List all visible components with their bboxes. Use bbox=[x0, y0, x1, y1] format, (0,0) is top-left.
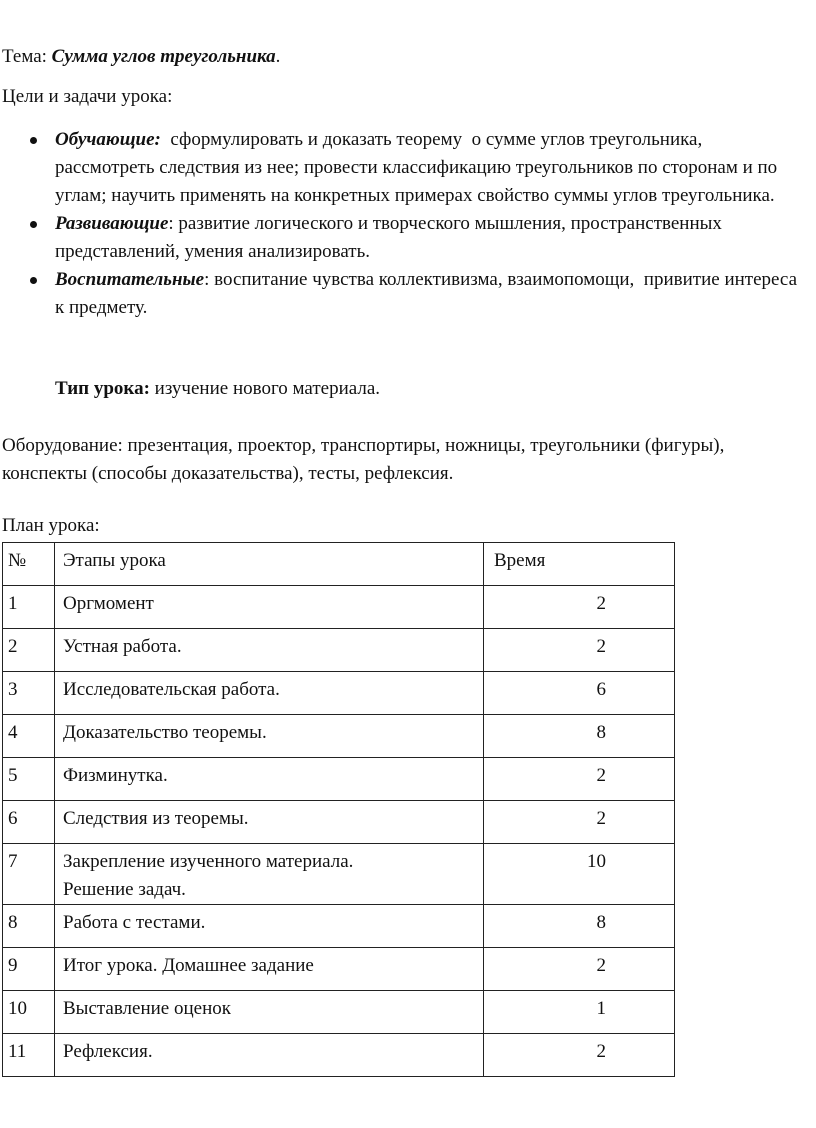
goals-list bbox=[0, 126, 800, 322]
row-time: 2 bbox=[484, 629, 675, 672]
row-time: 6 bbox=[484, 672, 675, 715]
row-stage: Закрепление изученного материала. Решение задач. bbox=[55, 844, 484, 905]
topic-value: Сумма углов треугольника bbox=[51, 46, 276, 67]
row-time: 2 bbox=[484, 948, 675, 991]
row-stage: Доказательство теоремы. bbox=[55, 715, 484, 758]
table-row bbox=[3, 801, 675, 844]
table-row bbox=[3, 629, 675, 672]
goal-text: : воспитание чувства коллективизма, взаимопомощи, привитие интереса к предмету. bbox=[55, 269, 802, 318]
row-time: 2 bbox=[484, 758, 675, 801]
goal-item bbox=[0, 126, 800, 210]
table-row bbox=[3, 905, 675, 948]
row-time: 10 bbox=[484, 844, 675, 905]
lesson-plan-table bbox=[2, 542, 675, 1077]
row-stage: Физминутка. bbox=[55, 758, 484, 801]
goal-title: Воспитательные bbox=[55, 269, 205, 290]
row-time: 8 bbox=[484, 715, 675, 758]
row-number: 9 bbox=[3, 948, 55, 991]
goal-text: сформулировать и доказать теорему о сумме углов треугольника, рассмотреть следствия из нее; провести классификацию треугольников по сторонам и по углам; научить применять на конкретных примерах свойство суммы углов треугольника. bbox=[55, 129, 782, 206]
row-time: 8 bbox=[484, 905, 675, 948]
row-number: 11 bbox=[3, 1034, 55, 1077]
table-header-row bbox=[3, 543, 675, 586]
row-time: 2 bbox=[484, 586, 675, 629]
table-row bbox=[3, 844, 675, 905]
row-number: 10 bbox=[3, 991, 55, 1034]
row-stage: Оргмомент bbox=[55, 586, 484, 629]
table-row bbox=[3, 991, 675, 1034]
row-time: 1 bbox=[484, 991, 675, 1034]
equipment-text: Оборудование: презентация, проектор, транспортиры, ножницы, треугольники (фигуры), конспекты (способы доказательства), тесты, рефлексия. bbox=[2, 435, 725, 484]
lesson-type bbox=[55, 378, 380, 400]
row-stage: Выставление оценок bbox=[55, 991, 484, 1034]
bullet-icon bbox=[30, 277, 37, 284]
row-number: 8 bbox=[3, 905, 55, 948]
table-row bbox=[3, 672, 675, 715]
row-stage: Итог урока. Домашнее задание bbox=[55, 948, 484, 991]
lesson-type-value: изучение нового материала. bbox=[149, 378, 381, 399]
row-stage: Исследовательская работа. bbox=[55, 672, 484, 715]
lesson-type-label: Тип урока: bbox=[55, 378, 150, 399]
header-time: Время bbox=[484, 543, 675, 586]
goal-title: Обучающие: bbox=[55, 129, 161, 150]
table-row bbox=[3, 1034, 675, 1077]
row-time: 2 bbox=[484, 1034, 675, 1077]
topic-line bbox=[2, 46, 280, 68]
table-row bbox=[3, 758, 675, 801]
goal-text: : развитие логического и творческого мышления, пространственных представлений, умения анализировать. bbox=[55, 213, 722, 262]
goal-item bbox=[0, 210, 800, 266]
header-number: № bbox=[3, 543, 55, 586]
topic-end: . bbox=[275, 46, 281, 67]
header-stage: Этапы урока bbox=[55, 543, 484, 586]
row-number: 1 bbox=[3, 586, 55, 629]
row-number: 3 bbox=[3, 672, 55, 715]
plan-heading: План урока: bbox=[2, 515, 100, 536]
goal-title: Развивающие bbox=[55, 213, 169, 234]
row-number: 2 bbox=[3, 629, 55, 672]
topic-label: Тема: bbox=[2, 46, 47, 67]
table-row bbox=[3, 715, 675, 758]
table-row bbox=[3, 948, 675, 991]
row-stage: Работа с тестами. bbox=[55, 905, 484, 948]
row-stage: Следствия из теоремы. bbox=[55, 801, 484, 844]
goal-item bbox=[0, 266, 800, 322]
row-stage: Рефлексия. bbox=[55, 1034, 484, 1077]
goals-heading: Цели и задачи урока: bbox=[2, 86, 173, 107]
row-time: 2 bbox=[484, 801, 675, 844]
row-number: 6 bbox=[3, 801, 55, 844]
row-number: 7 bbox=[3, 844, 55, 905]
row-number: 4 bbox=[3, 715, 55, 758]
bullet-icon bbox=[30, 221, 37, 228]
row-stage: Устная работа. bbox=[55, 629, 484, 672]
row-number: 5 bbox=[3, 758, 55, 801]
bullet-icon bbox=[30, 137, 37, 144]
table-row bbox=[3, 586, 675, 629]
